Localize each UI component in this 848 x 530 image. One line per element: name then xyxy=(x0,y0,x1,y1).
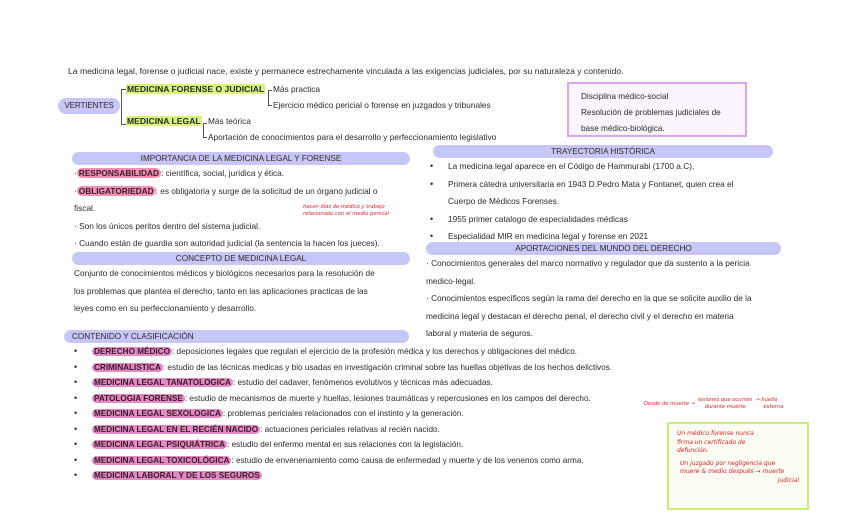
importancia-item: · OBLIGATORIEDAD : es obligatoria y surge de la solicitud de un órgano judicial o xyxy=(74,185,378,196)
legal-item-1: Más teórica xyxy=(208,116,251,126)
aportaciones-content: · Conocimientos generales del marco normativo y regulador que da sustento a la pericia medico-legal. · Conocimientos específicos según la rama del derecho en la que se solicite auxilio de la medicina legal y destacan el derecho penal, el derecho civil y el derecho en materia laboral y materia de seguros. xyxy=(426,258,752,338)
contenido-item: • MEDICINA LABORAL Y DE LOS SEGUROS xyxy=(74,468,654,484)
contenido-item: • PATOLOGIA FORENSE : estudio de mecanismos de muerte y huellas, lesiones traumáticas y repercusiones en los campos del derecho. xyxy=(74,391,654,407)
medicina-legal-title: MEDICINA LEGAL xyxy=(127,116,201,126)
obligatoriedad-key: OBLIGATORIEDAD xyxy=(78,185,154,196)
contenido-item: • MEDICINA LEGAL PSIQUIÁTRICA : estudio del enfermo mental en sus relaciones con la legislación. xyxy=(74,437,654,453)
trayectoria-item: • La medicina legal aparece en el Código de Hammurabi (1700 a.C). xyxy=(430,158,780,176)
concepto-content: Conjunto de conocimientos médicos y biológicos necesarios para la resolución de los problemas que plantea el derecho, tanto en las aplicaciones practicas de las leyes como en su perfeccionamiento y desarrollo. xyxy=(74,268,375,313)
vertientes-label: VERTIENTES xyxy=(58,98,120,114)
contenido-item: • CRIMINALISTICA : estudio de las técnicas medicas y bio usadas en investigación criminal sobre las huellas objetivas de los hechos delictivos. xyxy=(74,360,654,376)
handwritten-arrow-note: Desde de muerte → lesiones que ocurren durante muerte → huella externa xyxy=(644,397,784,410)
bracket-legal xyxy=(203,123,207,138)
trayectoria-item: • Especialidad MIR en medicina legal y forense en 2021 xyxy=(430,228,780,246)
medicina-forense-branch xyxy=(126,84,265,94)
concepto-header: CONCEPTO DE MEDICINA LEGAL xyxy=(72,252,410,265)
medicina-legal-branch xyxy=(126,116,202,126)
contenido-item: • MEDICINA LEGAL TANATOLOGICA : estudio del cadaver, fenómenos evolutivos y técnicas más adecuadas. xyxy=(74,375,654,391)
handwritten-note-box: Un médico forense nunca firma un certificado de defunción. Un juzgado por negligencia que muere & medio después → muerte judicial xyxy=(667,422,809,510)
importancia-item: · Cuando están de guardia son autoridad judicial (la sentencia la hacen los jueces). xyxy=(74,238,380,248)
legal-item-2: Aportación de conocimientos para el desarrollo y perfeccionamiento legislativo xyxy=(208,132,497,142)
handwritten-note-importancia: hacen días de médico y trabajo relacionado con el medio pericial xyxy=(303,204,390,217)
contenido-item: • MEDICINA LEGAL TOXICOLÓGICA : estudio de envenenamiento como causa de enfermedad y muerte y de los venenos como arma. xyxy=(74,453,654,469)
contenido-item: • DERECHO MÉDICO : deposiciones legales que regulan el ejercicio de la profesión médica y los derechos y obligaciones del médico. xyxy=(74,344,654,360)
definition-box xyxy=(567,82,747,137)
forense-item-2: Ejercicio médico pericial o forense en juzgados y tribunales xyxy=(273,100,491,110)
contenido-list xyxy=(74,344,654,484)
definition-line: Resolución de problemas judiciales de xyxy=(581,108,721,117)
trayectoria-item: • Primera cátedra universitaria en 1943 D.Pedro Mata y Fontanet, quien crea el Cuerpo de Médicos Forenses. xyxy=(430,176,780,211)
forense-item-1: Más practica xyxy=(273,84,321,94)
medicina-forense-title: MEDICINA FORENSE O JUDICIAL xyxy=(127,84,265,94)
bracket-forense xyxy=(268,90,272,106)
responsabilidad-key: RESPONSABILIDAD xyxy=(78,168,159,178)
intro-text: La medicina legal, forense o judicial nace, existe y permanece estrechamente vinculada a las exigencias judiciales, por su naturaleza y contenido. xyxy=(68,66,624,76)
contenido-item: • MEDICINA LEGAL SEXOLOGICA : problemas periciales relacionados con el instinto y la generación. xyxy=(74,406,654,422)
definition-line: Disciplina médico-social xyxy=(581,92,669,101)
importancia-item: fiscal. xyxy=(74,203,96,213)
definition-line: base médico-biológica. xyxy=(581,124,665,133)
contenido-item: • MEDICINA LEGAL EN EL RECIÉN NACIDO : actuaciones periciales relativas al recién nacido. xyxy=(74,422,654,438)
trayectoria-header: TRAYECTORIA HISTÓRICA xyxy=(433,145,773,158)
importancia-header: IMPORTANCIA DE LA MEDICINA LEGAL Y FORENSE xyxy=(72,152,410,165)
importancia-item: · RESPONSABILIDAD : científica, social, jurídica y ética. xyxy=(74,168,285,178)
contenido-header: CONTENIDO Y CLASIFICACIÓN xyxy=(64,330,409,343)
aportaciones-header: APORTACIONES DEL MUNDO DEL DERECHO xyxy=(426,242,781,255)
trayectoria-item: • 1955 primer catalogo de especialidades médicas xyxy=(430,211,780,229)
trayectoria-content xyxy=(430,158,780,246)
importancia-item: · Son los únicos peritos dentro del sistema judicial. xyxy=(74,220,261,231)
